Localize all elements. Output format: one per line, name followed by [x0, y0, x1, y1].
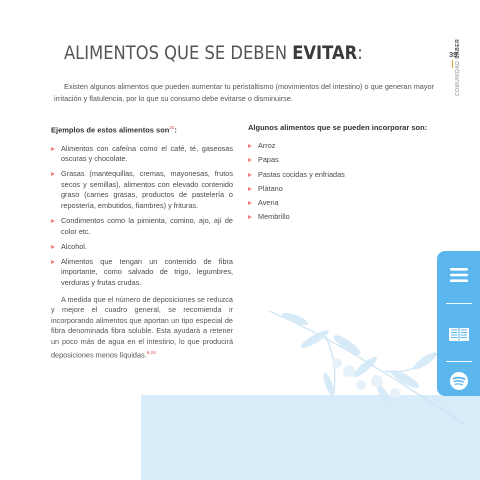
left-heading-text: Ejemplos de estos alimentos son	[51, 125, 170, 135]
book-button[interactable]	[437, 316, 480, 352]
section-label-light: COMUNIDAD	[455, 58, 461, 96]
list-item	[51, 144, 233, 165]
list-item	[248, 212, 438, 223]
list-item-text: Membrillo	[258, 212, 290, 222]
spotify-icon	[449, 371, 469, 391]
toolbar-divider	[446, 361, 472, 362]
bullet-triangle-icon	[51, 245, 55, 249]
intro-paragraph: Existen algunos alimentos que pueden aumentar tu peristaltismo (movimientos del intestino) o que generan mayor irritación y flatulencia, por lo que su consumo debe evitarse o disminuirse.	[54, 82, 434, 103]
bullet-triangle-icon	[51, 260, 55, 264]
book-icon	[448, 325, 470, 343]
bullet-triangle-icon	[248, 158, 252, 162]
list-item	[51, 242, 233, 253]
list-item	[51, 169, 233, 211]
list-item	[51, 257, 233, 289]
section-label	[455, 39, 461, 96]
list-item-text: Plátano	[258, 183, 283, 193]
list-item-text: Condimentos como la pimienta, comino, ajo, ají de color etc.	[61, 216, 233, 236]
bullet-triangle-icon	[51, 219, 55, 223]
list-item	[248, 170, 438, 181]
outro-text: A medida que el número de deposiciones se reduzca y mejore el cuadro general, se recomienda ir incorporando alimentos que aportan un tipo especial de fibra denominada fibra soluble. Esta ayudará a retener un poco más de agua en el intestino, lo que producirá deposiciones menos líquidas.	[51, 294, 233, 360]
list-item	[248, 155, 438, 166]
outro-paragraph	[51, 295, 233, 361]
list-item-text: Alcohol.	[61, 241, 87, 251]
list-item	[248, 141, 438, 152]
title-bold-text: EVITAR	[292, 42, 358, 64]
list-item-text: Papas	[258, 155, 279, 165]
reference-superscript: 25	[169, 125, 175, 130]
bullet-triangle-icon	[51, 147, 55, 151]
left-column	[51, 123, 233, 361]
bullet-triangle-icon	[248, 215, 252, 219]
list-item-text: Alimentos con cafeína como el café, té, gaseosas oscuras y chocolate.	[61, 143, 233, 164]
menu-button[interactable]	[437, 257, 480, 293]
list-item-text: Pastas cocidas y enfriadas	[258, 169, 345, 179]
list-item	[248, 198, 438, 209]
list-item	[51, 216, 233, 237]
bullet-triangle-icon	[248, 144, 252, 148]
list-item	[248, 184, 438, 195]
section-label-bold: SABER	[455, 38, 461, 59]
page-title	[64, 42, 363, 64]
page-number: 39	[449, 50, 458, 59]
bullet-triangle-icon	[248, 187, 252, 191]
bullet-triangle-icon	[248, 201, 252, 205]
list-item-text: Arroz	[258, 141, 276, 150]
bullet-triangle-icon	[51, 172, 55, 176]
avoid-foods-list	[51, 144, 233, 289]
left-heading-colon: :	[174, 125, 177, 135]
spotify-button[interactable]	[437, 363, 480, 399]
list-item-text: Grasas (mantequillas, cremas, mayonesas, frutos secos y semillas), alimentos con elevado contenido graso (carnes grasas, productos de pastelería o repostería, embutidos, fiambres) y frituras.	[61, 169, 233, 210]
allowed-foods-list	[248, 141, 438, 223]
side-toolbar	[437, 251, 480, 396]
title-colon: :	[357, 42, 363, 64]
list-item-text: Alimentos que tengan un contenido de fibra importante, como salvado de trigo, legumbres, verduras y frutas crudas.	[61, 256, 233, 288]
left-column-heading	[51, 123, 233, 136]
title-light-text: ALIMENTOS QUE SE DEBEN	[64, 42, 293, 64]
right-column-heading: Algunos alimentos que se pueden incorporar son:	[248, 123, 428, 132]
toolbar-divider	[446, 303, 472, 304]
right-column	[248, 123, 438, 227]
menu-icon	[449, 267, 469, 283]
reference-superscript: 6-24	[146, 349, 156, 355]
list-item-text: Avena	[258, 198, 279, 208]
bullet-triangle-icon	[248, 173, 252, 177]
page-number-accent	[452, 60, 453, 68]
